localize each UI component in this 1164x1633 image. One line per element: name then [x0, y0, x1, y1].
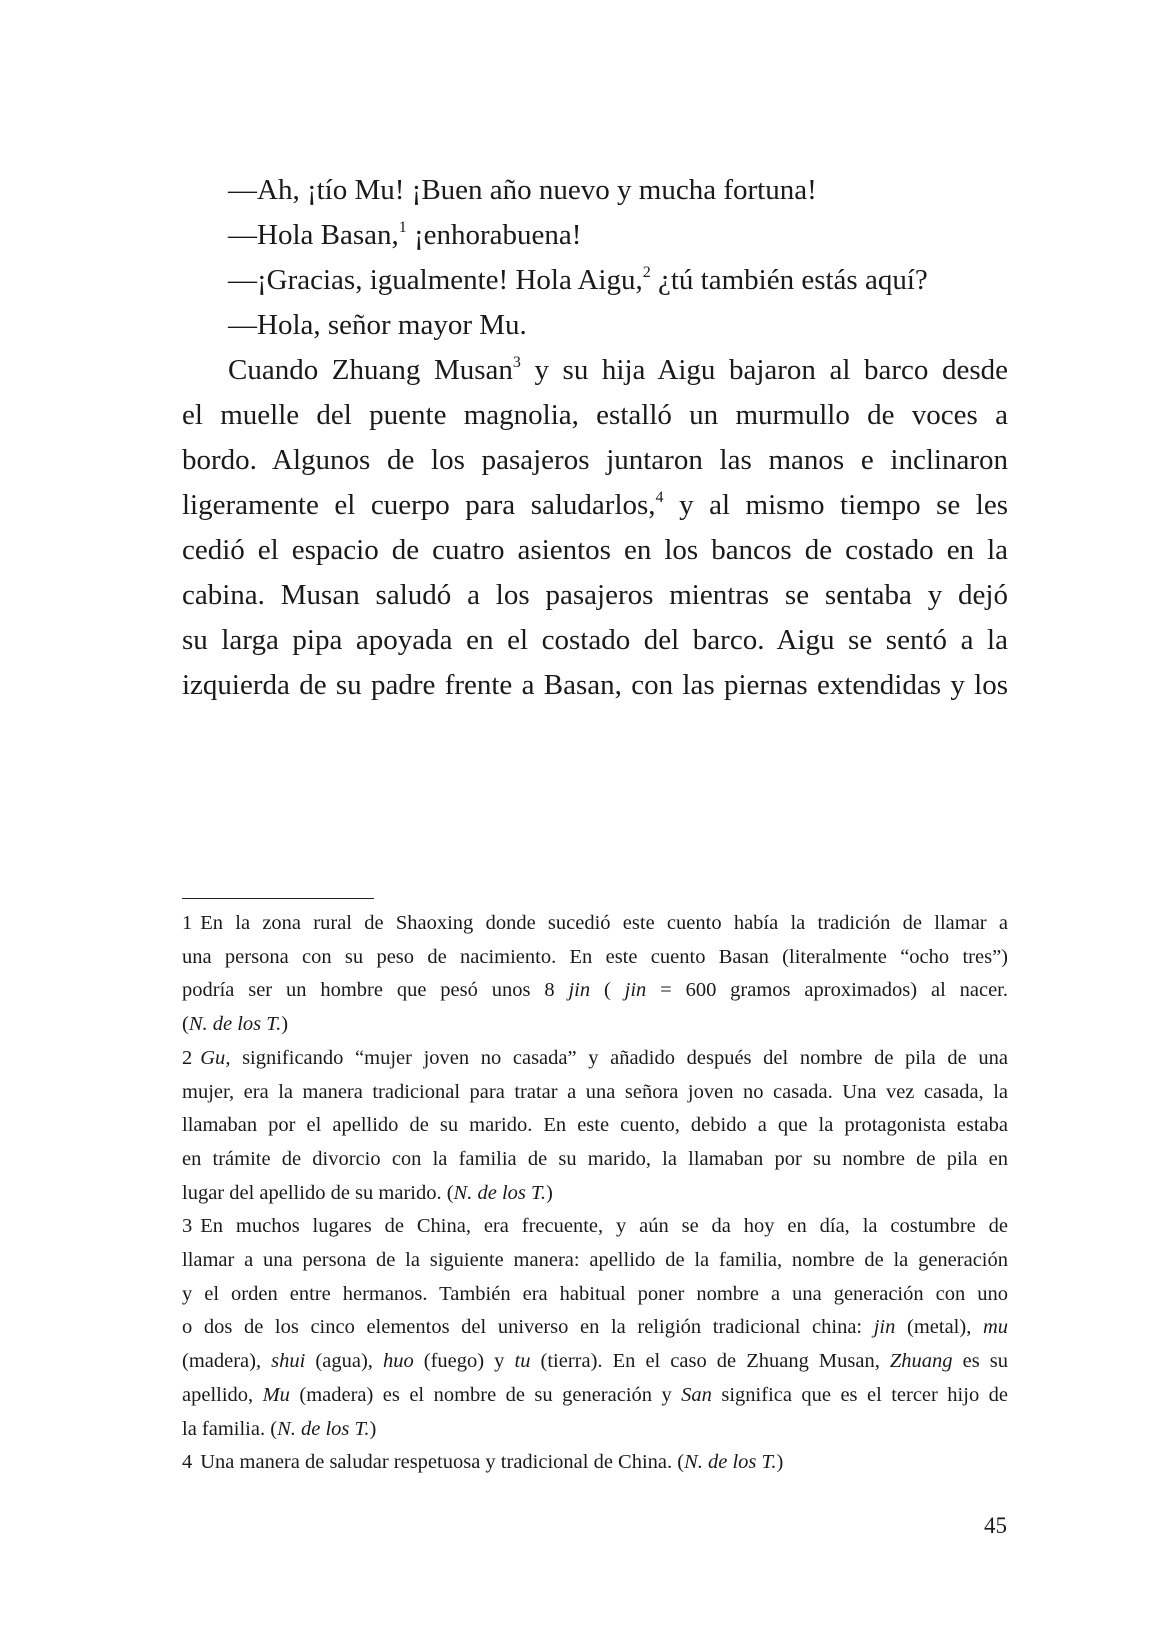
footnote-italic: Mu [262, 1383, 290, 1406]
dialogue-text: —¡Gracias, igualmente! Hola Aigu, [228, 264, 643, 296]
footnote-text: ( [182, 1013, 189, 1036]
footnote-reference[interactable]: 1 [398, 219, 407, 236]
footnote-text: es su [952, 1350, 1008, 1373]
footnote-italic: Zhuang [889, 1350, 953, 1373]
footnote-number: 3 [182, 1215, 193, 1238]
footnote-italic: Gu [200, 1046, 226, 1069]
dialogue-text: ¿tú también estás aquí? [650, 264, 928, 296]
dialogue-line-4 [182, 303, 1008, 348]
footnote-2-line-4: en trámite de divorcio con la familia de su marido, la llamaban por su nombre de pila en [182, 1147, 1008, 1170]
footnote-3-line-6 [182, 1379, 1008, 1413]
footnote-2-line-1 [182, 1042, 1008, 1076]
paragraph-line-5: cedió el espacio de cuatro asientos en los bancos de costado en la [182, 534, 1008, 566]
footnote-text: lugar del apellido de su marido. ( [182, 1181, 454, 1204]
footnote-separator [182, 898, 374, 899]
footnote-reference[interactable]: 3 [512, 354, 521, 371]
footnote-text: Una manera de saludar respetuosa y tradicional de China. ( [200, 1451, 685, 1474]
footnote-text: ) [546, 1181, 553, 1204]
footnote-3-line-3: y el orden entre hermanos. También era habitual poner nombre a una generación con uno [182, 1282, 1008, 1305]
footnote-reference[interactable]: 2 [642, 264, 651, 281]
footnote-text: la familia. ( [182, 1417, 278, 1440]
dialogue-text: —Hola, señor mayor Mu. [228, 309, 527, 341]
footnote-text: ( [590, 979, 625, 1002]
footnote-1-line-4 [182, 1008, 1008, 1042]
paragraph-line-6: cabina. Musan saludó a los pasajeros mientras se sentaba y dejó [182, 579, 1008, 611]
dialogue-text: —Hola Basan, [228, 219, 399, 251]
paragraph-text: y su hija Aigu bajaron al barco desde [520, 354, 1008, 386]
footnote-2-line-3: llamaban por el apellido de su marido. En este cuento, debido a que la protagonista estaba [182, 1114, 1008, 1137]
dialogue-line-1 [182, 168, 1008, 213]
footnote-text: apellido, [182, 1383, 263, 1406]
dialogue-text: —Ah, ¡tío Mu! ¡Buen año nuevo y mucha fortuna! [228, 174, 817, 206]
main-text [182, 168, 1008, 708]
footnote-italic: shui [271, 1350, 306, 1373]
footnote-italic: jin [873, 1316, 896, 1339]
footnote-3-line-7 [182, 1413, 1008, 1447]
footnote-italic: mu [982, 1316, 1008, 1339]
footnote-text: (madera) es el nombre de su generación y [289, 1383, 682, 1406]
paragraph-line-2: el muelle del puente magnolia, estalló un murmullo de voces a [182, 399, 1008, 431]
footnote-italic: huo [382, 1350, 414, 1373]
paragraph-line-3: bordo. Algunos de los pasajeros juntaron las manos e inclinaron [182, 444, 1008, 476]
footnote-text: En la zona rural de Shaoxing donde sucedió este cuento había la tradición de llamar a [200, 912, 1008, 934]
footnote-text: (agua), [305, 1350, 383, 1373]
footnote-reference[interactable]: 4 [655, 489, 664, 506]
footnote-1-line-2: una persona con su peso de nacimiento. En este cuento Basan (literalmente “ocho tres”) [182, 945, 1008, 968]
footnote-text: (madera), [182, 1350, 272, 1373]
footnote-3-line-2: llamar a una persona de la siguiente manera: apellido de la familia, nombre de la generación [182, 1249, 1008, 1272]
footnote-italic: N. de los T. [684, 1451, 777, 1474]
footnote-number: 4 [182, 1451, 193, 1474]
paragraph-line-1 [182, 348, 1008, 393]
footnote-text: , significando “mujer joven no casada” y añadido después del nombre de pila de una [225, 1046, 1008, 1069]
page-number: 45 [984, 1513, 1007, 1538]
footnote-italic: tu [514, 1350, 531, 1373]
footnote-number: 1 [182, 912, 193, 934]
footnote-text: (metal), [895, 1316, 983, 1339]
footnote-italic: San [681, 1383, 712, 1406]
dialogue-text: ¡enhorabuena! [406, 219, 582, 251]
footnote-4-line-1 [182, 1446, 1008, 1480]
footnote-2-line-2: mujer, era la manera tradicional para tratar a una señora joven no casada. Una vez casada, la [182, 1080, 1008, 1103]
footnote-1-line-1 [182, 907, 1008, 941]
footnote-text: significa que es el tercer hijo de [711, 1383, 1008, 1406]
footnote-3-line-4 [182, 1311, 1008, 1345]
dialogue-line-2 [182, 213, 1008, 258]
footnote-italic: N. de los T. [453, 1181, 546, 1204]
footnote-text: ) [776, 1451, 784, 1474]
footnote-text: = 600 gramos aproximados) al nacer. [646, 979, 1008, 1002]
footnote-1-line-3 [182, 974, 1008, 1008]
paragraph-line-7: su larga pipa apoyada en el costado del barco. Aigu se sentó a la [182, 624, 1008, 656]
paragraph-line-4 [182, 483, 1008, 528]
footnote-number: 2 [182, 1046, 193, 1069]
paragraph-text: y al mismo tiempo se les [663, 489, 1008, 521]
footnote-italic: jin [624, 979, 647, 1002]
paragraph-text: Cuando Zhuang Musan [228, 354, 513, 386]
paragraph-line-8: izquierda de su padre frente a Basan, con las piernas extendidas y los [182, 669, 1008, 701]
footnote-text: (fuego) y [413, 1350, 515, 1373]
footnote-text: podría ser un hombre que pesó unos 8 [182, 979, 569, 1002]
footnote-3-line-5 [182, 1345, 1008, 1379]
footnote-text: En muchos lugares de China, era frecuente, y aún se da hoy en día, la costumbre de [200, 1215, 1008, 1238]
footnote-text: o dos de los cinco elementos del universo en la religión tradicional china: [182, 1316, 874, 1339]
footnote-italic: N. de los T. [188, 1013, 282, 1036]
footnote-text: (tierra). En el caso de Zhuang Musan, [530, 1350, 890, 1373]
footnote-2-line-5 [182, 1177, 1008, 1211]
footnote-italic: jin [568, 979, 591, 1002]
footnote-italic: N. de los T. [277, 1417, 370, 1440]
dialogue-line-3 [182, 258, 1008, 303]
footnote-text: ) [281, 1013, 289, 1036]
footnote-text: ) [369, 1417, 377, 1440]
paragraph-text: ligeramente el cuerpo para saludarlos, [182, 489, 656, 521]
footnotes [182, 907, 1008, 1480]
footnote-3-line-1 [182, 1210, 1008, 1244]
